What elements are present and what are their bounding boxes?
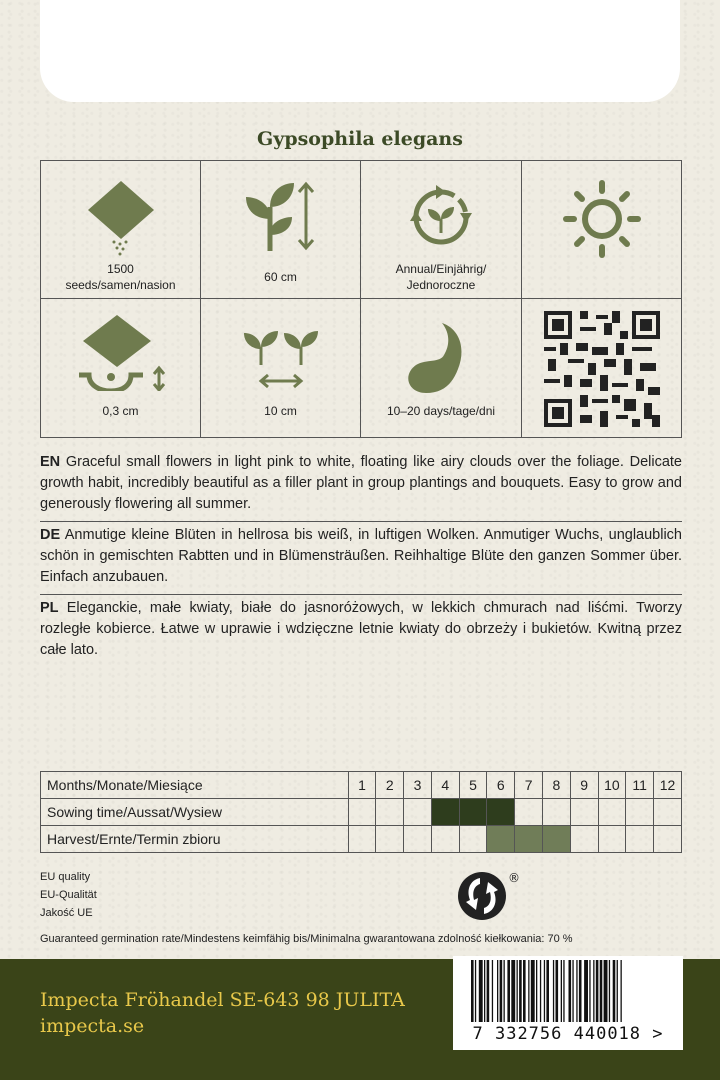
month-cell: 12 bbox=[654, 772, 682, 799]
barcode-bar bbox=[617, 960, 618, 1022]
month-cell: 5 bbox=[459, 772, 487, 799]
month-cell bbox=[626, 826, 654, 853]
plant-spacing-label: 10 cm bbox=[264, 404, 297, 418]
description-text: Eleganckie, małe kwiaty, białe do jasnoróżowych, w lekkich chmurach nad liśćmi. Tworzy rozległe kobierce. Łatwe w uprawie i wdzięczne letnie kwiaty do obrzeży i bukietów. Kwitną przez całe lato. bbox=[40, 600, 682, 658]
info-cell-spacing bbox=[201, 299, 361, 437]
quality-line: EU quality bbox=[40, 871, 91, 883]
month-cell bbox=[431, 799, 459, 826]
barcode-bar bbox=[561, 960, 562, 1022]
month-cell bbox=[626, 799, 654, 826]
barcode-number: 7 332756 440018 > bbox=[472, 1024, 664, 1044]
barcode-bar bbox=[553, 960, 554, 1022]
barcode-bar bbox=[600, 960, 603, 1022]
month-cell bbox=[598, 799, 626, 826]
barcode-bar bbox=[556, 960, 559, 1022]
germination-sprout-icon bbox=[396, 315, 486, 395]
barcode-bar bbox=[540, 960, 541, 1022]
description-text: Anmutige kleine Blüten in hellrosa bis weiß, in luftigen Wolken. Anmutiger Wuchs, unglaublich schön in gemischten Rabtten und in Blümensträußen. Reihhaltige Blüte den ganzen Sommer über. Einfach anzubauen. bbox=[40, 527, 682, 585]
month-cell: 1 bbox=[348, 772, 376, 799]
month-cell bbox=[570, 826, 598, 853]
website-link[interactable]: impecta.se bbox=[40, 1015, 145, 1037]
barcode-bar bbox=[544, 960, 545, 1022]
barcode-bar bbox=[519, 960, 522, 1022]
barcode-bar bbox=[563, 960, 564, 1022]
month-cell bbox=[654, 799, 682, 826]
barcode-bar bbox=[584, 960, 588, 1022]
quality-line: EU-Qualität bbox=[40, 889, 97, 901]
month-cell bbox=[404, 799, 432, 826]
month-cell bbox=[376, 799, 404, 826]
calendar-row-sowing bbox=[41, 799, 682, 826]
lang-code: PL bbox=[40, 600, 59, 616]
barcode-bar bbox=[484, 960, 485, 1022]
address-line: Impecta Fröhandel SE-643 98 JULITA bbox=[40, 989, 405, 1011]
month-cell: 9 bbox=[570, 772, 598, 799]
info-cell-sow-depth bbox=[41, 299, 201, 437]
barcode-bar bbox=[504, 960, 505, 1022]
month-cell bbox=[459, 826, 487, 853]
descriptions bbox=[40, 452, 682, 667]
plant-height-icon bbox=[236, 177, 326, 257]
barcode-bar bbox=[531, 960, 535, 1022]
barcode-bar bbox=[507, 960, 510, 1022]
barcode-bar bbox=[517, 960, 518, 1022]
barcode-bar bbox=[604, 960, 608, 1022]
sowing-depth-label: 0,3 cm bbox=[102, 404, 139, 418]
months-label: Months/Monate/Miesiące bbox=[41, 772, 349, 799]
calendar-row-harvest bbox=[41, 826, 682, 853]
company-address bbox=[40, 987, 405, 1039]
month-cell: 11 bbox=[626, 772, 654, 799]
plant-spacing-icon bbox=[236, 325, 326, 405]
barcode-bar bbox=[523, 960, 526, 1022]
description-pl bbox=[40, 594, 682, 667]
barcode-bar bbox=[497, 960, 498, 1022]
month-cell bbox=[542, 826, 570, 853]
month-cell bbox=[542, 799, 570, 826]
month-cell bbox=[598, 826, 626, 853]
month-cell bbox=[431, 826, 459, 853]
harvest-label: Harvest/Ernte/Termin zbioru bbox=[41, 826, 349, 853]
month-cell bbox=[348, 799, 376, 826]
description-de bbox=[40, 521, 682, 594]
eu-quality bbox=[40, 868, 97, 922]
month-cell bbox=[487, 826, 515, 853]
quality-line: Jakość UE bbox=[40, 907, 93, 919]
info-cell-annual bbox=[361, 161, 522, 299]
barcode-bar bbox=[471, 960, 474, 1022]
barcode-bar bbox=[569, 960, 572, 1022]
month-cell bbox=[348, 826, 376, 853]
barcode-bar bbox=[511, 960, 515, 1022]
green-dot-logo bbox=[456, 868, 520, 929]
barcode-bar bbox=[572, 960, 573, 1022]
sun-icon bbox=[557, 179, 647, 259]
barcode-bar bbox=[609, 960, 610, 1022]
month-cell bbox=[487, 799, 515, 826]
barcode-bar bbox=[576, 960, 577, 1022]
barcode-bar bbox=[500, 960, 503, 1022]
sowing-calendar bbox=[40, 771, 682, 853]
barcode-bar bbox=[579, 960, 582, 1022]
barcode-bar bbox=[479, 960, 483, 1022]
month-cell bbox=[515, 826, 543, 853]
lang-code: EN bbox=[40, 454, 61, 470]
recycle-icon bbox=[456, 868, 520, 924]
barcode-bar bbox=[487, 960, 490, 1022]
plant-title: Gypsophila elegans bbox=[257, 128, 463, 150]
month-cell bbox=[404, 826, 432, 853]
sowing-label: Sowing time/Aussat/Wysiew bbox=[41, 799, 349, 826]
info-grid bbox=[40, 160, 682, 438]
barcode bbox=[453, 956, 683, 1050]
month-cell: 2 bbox=[376, 772, 404, 799]
barcode-bar bbox=[593, 960, 594, 1022]
barcode-bar bbox=[621, 960, 622, 1022]
barcode-bar bbox=[492, 960, 493, 1022]
barcode-bar bbox=[536, 960, 537, 1022]
info-cell-sun bbox=[522, 161, 681, 299]
info-cell-height bbox=[201, 161, 361, 299]
description-en bbox=[40, 452, 682, 521]
month-cell: 6 bbox=[487, 772, 515, 799]
barcode-bar bbox=[596, 960, 599, 1022]
month-cell bbox=[570, 799, 598, 826]
barcode-bar bbox=[528, 960, 529, 1022]
month-cell: 3 bbox=[404, 772, 432, 799]
info-cell-qr bbox=[522, 299, 681, 437]
month-cell: 10 bbox=[598, 772, 626, 799]
month-cell bbox=[376, 826, 404, 853]
germination-time-label: 10–20 days/tage/dni bbox=[386, 404, 496, 418]
month-cell: 4 bbox=[431, 772, 459, 799]
packet-hanger-cutout bbox=[40, 0, 680, 102]
barcode-bar bbox=[546, 960, 549, 1022]
sowing-depth-icon bbox=[71, 311, 171, 391]
germination-rate: Guaranteed germination rate/Mindestens keimfähig bis/Minimalna gwarantowana zdolność kiełkowania: 70 % bbox=[40, 933, 573, 945]
seed-packet-icon bbox=[76, 177, 166, 257]
qr-code[interactable] bbox=[544, 311, 660, 427]
annual-cycle-icon bbox=[396, 177, 486, 257]
description-text: Graceful small flowers in light pink to white, floating like airy clouds over the foliage. Delicate growth habit, incredibly beautiful as a filler plant in group plantings and bouquets. Easy to grow and generously flowering all summer. bbox=[40, 454, 682, 512]
barcode-bar bbox=[613, 960, 616, 1022]
month-cell: 8 bbox=[542, 772, 570, 799]
barcode-bars bbox=[453, 956, 683, 1026]
month-cell bbox=[515, 799, 543, 826]
calendar-row-months bbox=[41, 772, 682, 799]
barcode-bar bbox=[589, 960, 590, 1022]
month-cell bbox=[459, 799, 487, 826]
barcode-bar bbox=[475, 960, 476, 1022]
month-cell: 7 bbox=[515, 772, 543, 799]
info-cell-seeds bbox=[41, 161, 201, 299]
lang-code: DE bbox=[40, 527, 61, 543]
plant-height-label: 60 cm bbox=[264, 270, 297, 284]
month-cell bbox=[654, 826, 682, 853]
life-cycle-label: Annual/Einjährig/ Jednoroczne bbox=[395, 262, 487, 292]
info-cell-germination bbox=[361, 299, 522, 437]
registered-mark: ® bbox=[508, 871, 520, 885]
seeds-count-label: 1500 seeds/samen/nasion bbox=[65, 262, 176, 292]
